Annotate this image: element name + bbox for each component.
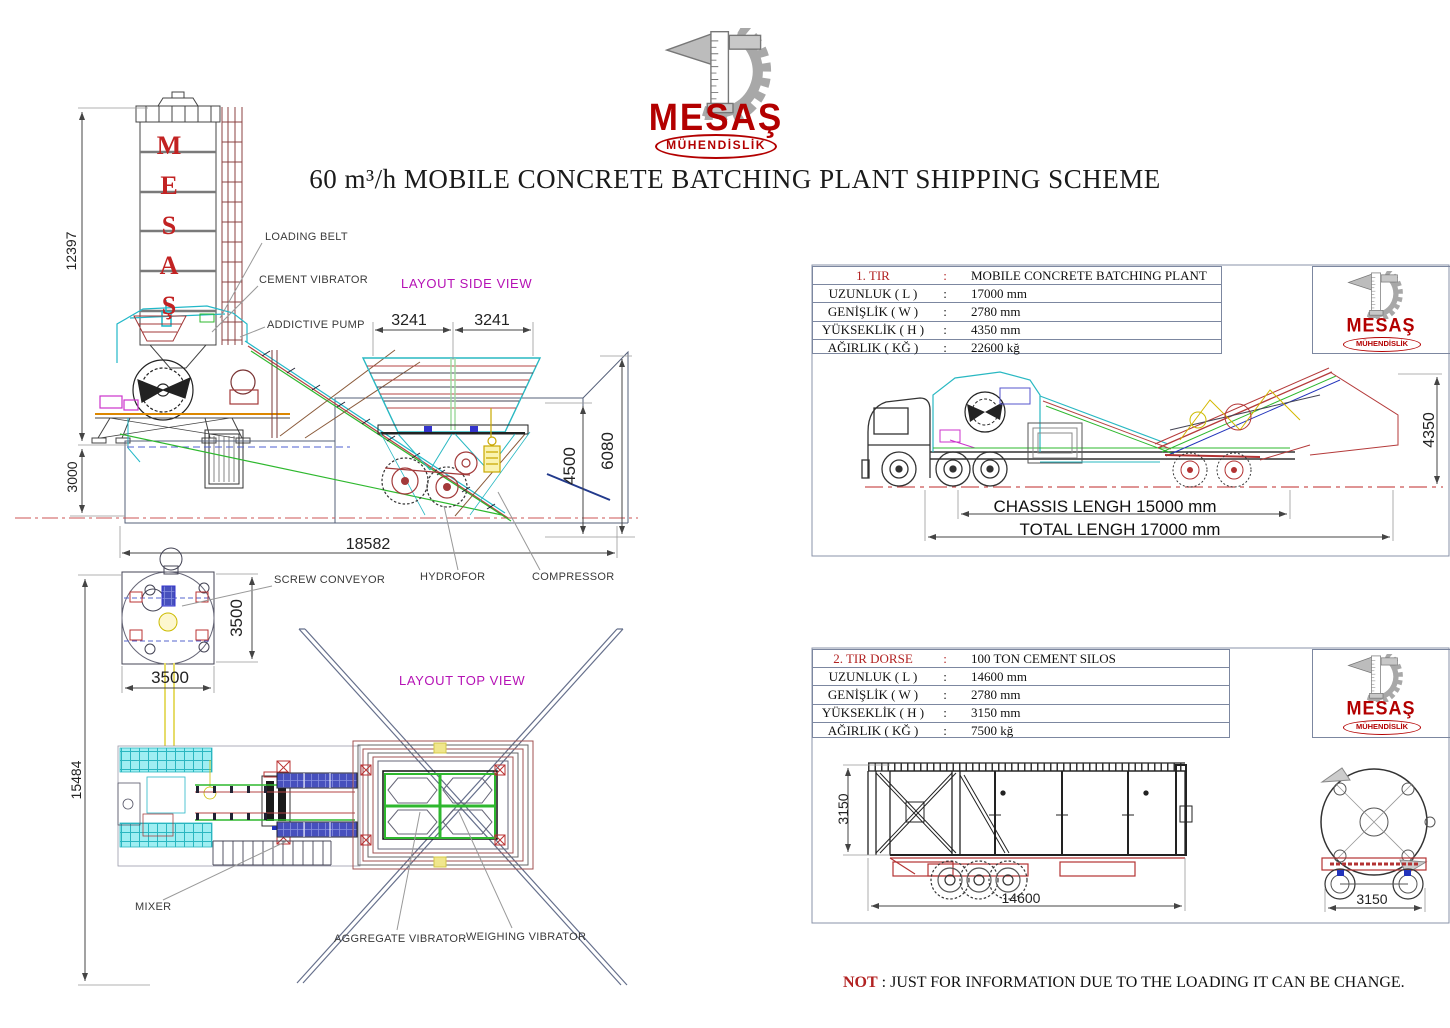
logo-subtitle: MÜHENDİSLİK — [1343, 337, 1421, 352]
logo-wordmark: MESAŞ — [1346, 314, 1416, 336]
page-title: 60 m³/h MOBILE CONCRETE BATCHING PLANT SHIPPING SCHEME — [309, 164, 1161, 194]
callout-cement-vibrator: CEMENT VIBRATOR — [259, 274, 369, 286]
mixer-drum-side — [133, 360, 258, 420]
dim-height-inner: 4500 — [560, 447, 579, 485]
row-separator: : — [943, 723, 947, 739]
dim-silo-height: 12397 — [63, 231, 79, 271]
trailer-art — [843, 763, 1435, 912]
dim-trailer-rear-width: 3150 — [1356, 891, 1388, 907]
conveyor-top-view — [195, 773, 357, 865]
mixer-platform-legs — [92, 414, 290, 462]
dim-truck-height: 4350 — [1421, 412, 1438, 448]
trailer-chassis — [890, 858, 1185, 876]
silo-letter: A — [159, 251, 179, 280]
side-view-art — [15, 92, 638, 523]
dim-truck-total-length: TOTAL LENGH 17000 mm — [1019, 520, 1221, 539]
row-label: AĞIRLIK ( KĞ ) — [827, 723, 919, 739]
logo-wordmark: MESAŞ — [648, 96, 784, 139]
dim-plant-length: 15484 — [68, 760, 84, 800]
dim-trailer-height: 3150 — [835, 793, 851, 825]
silo-top-view — [122, 548, 214, 664]
row-separator: : — [943, 285, 947, 301]
silo-brand-letters — [154, 126, 184, 326]
hydrofor-part — [455, 452, 477, 474]
row-value: MOBILE CONCRETE BATCHING PLANT — [971, 267, 1207, 283]
callout-compressor: COMPRESSOR — [532, 571, 615, 583]
note-body: : JUST FOR INFORMATION DUE TO THE LOADING IT CAN BE CHANGE. — [877, 974, 1405, 991]
table-row — [813, 668, 1229, 686]
dim-bay-left: 3241 — [391, 312, 427, 329]
callout-hydrofor: HYDROFOR — [420, 571, 486, 583]
disclaimer-note — [843, 974, 1405, 992]
row-separator: : — [943, 650, 947, 666]
silo-letter: E — [160, 171, 178, 200]
dim-bay-right: 3241 — [474, 312, 510, 329]
side-view-label: LAYOUT SIDE VIEW — [401, 276, 533, 291]
table-row — [813, 705, 1229, 723]
row-value: 100 TON CEMENT SILOS — [971, 650, 1116, 666]
dim-total-length: 18582 — [345, 536, 391, 553]
top-view-art — [118, 548, 627, 985]
row-separator: : — [943, 322, 947, 338]
row-separator: : — [943, 340, 947, 356]
row-separator: : — [943, 668, 947, 684]
row-value: 17000 mm — [971, 285, 1027, 301]
silo-letter: Ş — [161, 291, 177, 320]
row-value: 7500 kğ — [971, 723, 1014, 739]
row-label: UZUNLUK ( L ) — [828, 285, 918, 301]
callout-addictive-pump: ADDICTIVE PUMP — [267, 319, 365, 331]
callout-mixer: MIXER — [135, 901, 172, 913]
table-row — [813, 285, 1221, 303]
note-prefix: NOT — [843, 974, 878, 991]
silo-letter: M — [156, 131, 182, 160]
row-value: 22600 kğ — [971, 340, 1020, 356]
plant-on-truck — [933, 368, 1398, 487]
row-value: 3150 mm — [971, 705, 1021, 721]
logo-art-small — [1341, 271, 1425, 319]
aggregate-bin-top-view — [353, 741, 533, 869]
top-view-label: LAYOUT TOP VIEW — [399, 673, 526, 688]
compressor-part — [484, 408, 500, 472]
row-label: YÜKSEKLİK ( H ) — [821, 322, 925, 338]
row-label: GENİŞLİK ( W ) — [827, 303, 919, 319]
table-row — [813, 723, 1229, 740]
callout-aggregate-vibrator: AGGREGATE VIBRATOR — [334, 933, 467, 945]
mixer-aux-parts — [100, 396, 138, 410]
tir1-logo-box — [1312, 266, 1450, 354]
tir1-table — [812, 266, 1222, 354]
table-row — [813, 267, 1221, 285]
callout-screw-conveyor: SCREW CONVEYOR — [274, 574, 386, 586]
row-value: 4350 mm — [971, 322, 1021, 338]
logo-subtitle: MÜHENDİSLİK — [1343, 720, 1421, 735]
dim-trailer-length: 14600 — [1001, 890, 1041, 906]
row-label: YÜKSEKLİK ( H ) — [821, 705, 925, 721]
table-row — [813, 303, 1221, 321]
table-row — [813, 650, 1229, 668]
table-row — [813, 322, 1221, 340]
table-row — [813, 686, 1229, 704]
row-separator: : — [943, 705, 947, 721]
row-separator: : — [943, 303, 947, 319]
row-label: 2. TIR DORSE — [833, 650, 913, 666]
callout-loading-belt: LOADING BELT — [265, 231, 348, 243]
row-separator: : — [943, 267, 947, 283]
silo-on-trailer — [868, 763, 1192, 855]
row-label: UZUNLUK ( L ) — [828, 668, 918, 684]
row-label: 1. TIR — [856, 267, 890, 283]
table-row — [813, 340, 1221, 357]
row-value: 2780 mm — [971, 686, 1021, 702]
row-value: 2780 mm — [971, 303, 1021, 319]
dim-foundation-height: 3000 — [64, 461, 80, 493]
plant-top-view — [118, 746, 360, 866]
dim-height-outer: 6080 — [598, 432, 617, 470]
logo-wordmark: MESAŞ — [1346, 697, 1416, 719]
dim-silo-depth: 3500 — [227, 599, 246, 637]
tir2-logo-box — [1312, 649, 1450, 738]
dim-chassis-length: CHASSIS LENGH 15000 mm — [993, 497, 1217, 516]
tir2-table — [812, 649, 1230, 738]
row-label: GENİŞLİK ( W ) — [827, 686, 919, 702]
row-label: AĞIRLIK ( KĞ ) — [827, 340, 919, 356]
silo-letter: S — [161, 211, 177, 240]
row-value: 14600 mm — [971, 668, 1027, 684]
row-separator: : — [943, 686, 947, 702]
foundation-base — [15, 352, 638, 523]
dim-silo-width: 3500 — [151, 668, 189, 687]
callout-weighing-vibrator: WEIGHING VIBRATOR — [466, 931, 587, 943]
logo-art-small — [1341, 654, 1425, 702]
logo-subtitle: MÜHENDİSLİK — [655, 134, 777, 159]
